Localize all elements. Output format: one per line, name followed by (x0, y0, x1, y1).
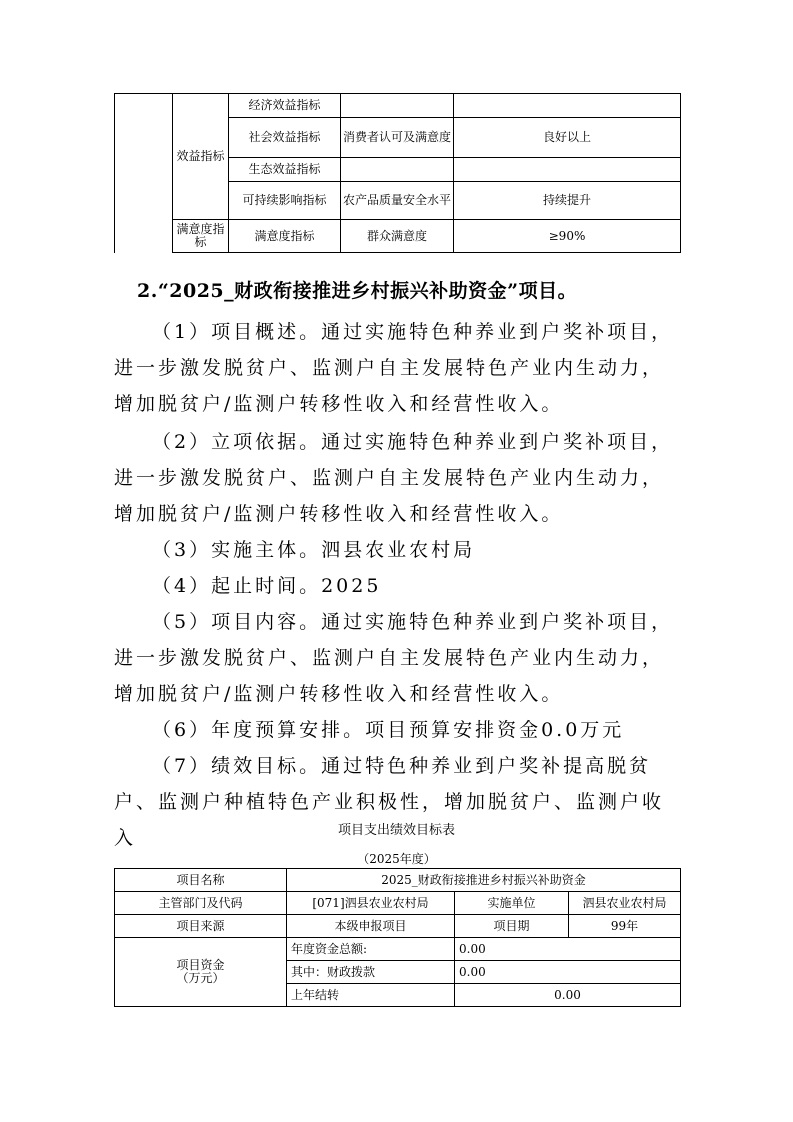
paragraph-overview: （1）项目概述。通过实施特色种养业到户奖补项目，进一步激发脱贫户、监测户自主发展特色产业内生动力，增加脱贫户/监测户转移性收入和经营性收入。 (114, 321, 674, 415)
measure-cell: 农产品质量安全水平 (341, 182, 454, 220)
fiscal-funds-label: 其中：财政拨款 (287, 961, 455, 984)
index-cell: 经济效益指标 (229, 94, 341, 118)
source-label: 项目来源 (115, 915, 287, 938)
paragraph-period: （4）起止时间。2025 (152, 575, 382, 597)
dept-label: 主管部门及代码 (115, 892, 287, 915)
measure-cell (341, 158, 454, 182)
index-cell: 社会效益指标 (229, 118, 341, 158)
target-cell (454, 158, 681, 182)
target-cell: 持续提升 (454, 182, 681, 220)
target-cell: 良好以上 (454, 118, 681, 158)
funds-label-text: 项目资金（万元） (176, 958, 225, 985)
project-expenditure-table (114, 868, 681, 1007)
total-funds-value: 0.00 (455, 938, 681, 961)
measure-cell: 消费者认可及满意度 (341, 118, 454, 158)
measure-cell (341, 94, 454, 118)
outer-blank-cell (115, 94, 173, 253)
index-cell: 可持续影响指标 (229, 182, 341, 220)
funds-label (115, 938, 287, 1007)
index-cell: 满意度指标 (229, 220, 341, 253)
paragraph-goal: （7）绩效目标。通过特色种养业到户奖补提高脱贫户、监测户种植特色产业积极性，增加脱贫户、监测户收入 (114, 755, 665, 849)
fiscal-funds-value: 0.00 (455, 961, 681, 984)
paragraph-content: （5）项目内容。通过实施特色种养业到户奖补项目，进一步激发脱贫户、监测户自主发展特色产业内生动力，增加脱贫户/监测户转移性收入和经营性收入。 (114, 611, 674, 705)
target-cell: ≥90% (454, 220, 681, 253)
project-name-value: 2025_财政衔接推进乡村振兴补助资金 (287, 869, 681, 892)
benefit-indicator-table (114, 93, 681, 253)
table-title: 项目支出绩效目标表 (337, 823, 455, 838)
benefit-category-cell: 效益指标 (173, 94, 229, 220)
measure-cell: 群众满意度 (341, 220, 454, 253)
satisfaction-category-cell: 满意度指标 (173, 220, 229, 253)
period-value: 99年 (569, 915, 681, 938)
index-cell: 生态效益指标 (229, 158, 341, 182)
section-heading: 2.“2025_财政衔接推进乡村振兴补助资金”项目。 (137, 280, 578, 302)
dept-value: [071]泗县农业农村局 (287, 892, 455, 915)
paragraph-basis: （2）立项依据。通过实施特色种养业到户奖补项目，进一步激发脱贫户、监测户自主发展特色产业内生动力，增加脱贫户/监测户转移性收入和经营性收入。 (114, 431, 674, 525)
period-label: 项目期 (455, 915, 569, 938)
carryover-value: 0.00 (455, 984, 681, 1007)
impl-value: 泗县农业农村局 (569, 892, 681, 915)
carryover-label: 上年结转 (287, 984, 455, 1007)
impl-label: 实施单位 (455, 892, 569, 915)
total-funds-label: 年度资金总额: (287, 938, 455, 961)
paragraph-subject: （3）实施主体。泗县农业农村局 (152, 539, 476, 561)
source-value: 本级申报项目 (287, 915, 455, 938)
target-cell (454, 94, 681, 118)
paragraph-budget: （6）年度预算安排。项目预算安排资金0.0万元 (152, 719, 625, 741)
table-subtitle: （2025年度） (357, 852, 436, 866)
project-name-label: 项目名称 (115, 869, 287, 892)
